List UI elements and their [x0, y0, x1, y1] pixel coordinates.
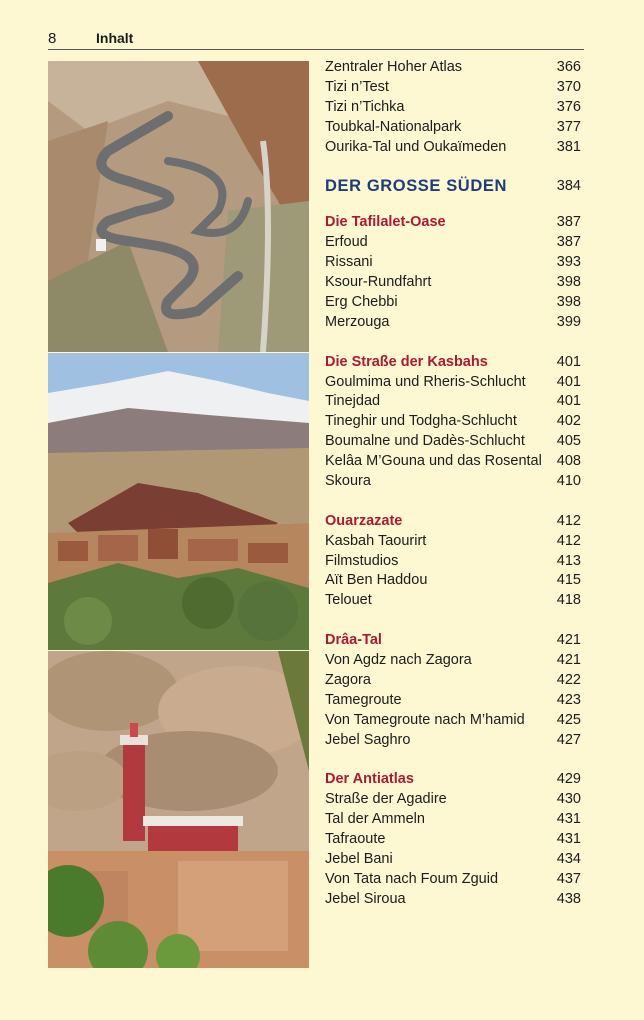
toc-entry-page: 430	[556, 791, 581, 808]
section-heading-page: 421	[556, 632, 581, 649]
toc-entry-label: Toubkal-Nationalpark	[325, 118, 462, 135]
toc-entry[interactable]	[325, 253, 583, 273]
toc-entry[interactable]	[325, 373, 583, 393]
toc-entry[interactable]	[325, 58, 583, 78]
toc-entry-page: 399	[556, 313, 581, 330]
toc-group-ouarzazate	[325, 512, 583, 611]
toc-entry-page: 418	[556, 592, 581, 609]
toc-entry[interactable]	[325, 691, 583, 711]
toc-section-heading[interactable]	[325, 631, 583, 651]
section-heading-page: 412	[556, 512, 581, 529]
chapter-page: 384	[556, 178, 581, 195]
toc-entry-label: Kelâa M’Gouna und das Rosental	[325, 453, 542, 470]
toc-entry-label: Rissani	[325, 254, 373, 271]
toc-entry-page: 376	[556, 98, 581, 115]
toc-entry[interactable]	[325, 651, 583, 671]
toc-entry[interactable]	[325, 98, 583, 118]
toc-entry-page: 422	[556, 671, 581, 688]
toc-group-kasbahs	[325, 353, 583, 492]
toc-entry-page: 410	[556, 473, 581, 490]
page-header	[48, 30, 584, 50]
toc-entry[interactable]	[325, 731, 583, 751]
section-heading-page: 401	[556, 353, 581, 370]
toc-entry[interactable]	[325, 118, 583, 138]
toc-entry-label: Tafraoute	[325, 831, 386, 848]
toc-entry-label: Von Tata nach Foum Zguid	[325, 870, 499, 887]
toc-entry-label: Filmstudios	[325, 552, 399, 569]
toc-entry-page: 366	[556, 59, 581, 75]
toc-entry-page: 401	[556, 373, 581, 390]
toc-entry[interactable]	[325, 790, 583, 810]
toc-entry-label: Merzouga	[325, 313, 390, 330]
toc-entry[interactable]	[325, 850, 583, 870]
photo-column	[48, 61, 309, 968]
toc-group-draa	[325, 631, 583, 750]
toc-entry-page: 398	[556, 294, 581, 311]
toc-entry-label: Tizi n’Tichka	[325, 98, 405, 115]
toc-entry-page: 438	[556, 890, 581, 907]
toc-entry-label: Ksour-Rundfahrt	[325, 274, 432, 291]
spacer	[325, 492, 583, 512]
toc-entry-page: 393	[556, 254, 581, 271]
section-heading-page: 387	[556, 214, 581, 231]
toc-entry-label: Tamegroute	[325, 691, 402, 708]
toc-entry[interactable]	[325, 591, 583, 611]
toc-group-tafilalet	[325, 213, 583, 332]
toc-entry-label: Tizi n’Test	[325, 78, 389, 95]
spacer	[325, 333, 583, 353]
toc-entry-page: 405	[556, 433, 581, 450]
toc-entry-label: Zentraler Hoher Atlas	[325, 59, 463, 75]
toc-section-heading[interactable]	[325, 512, 583, 532]
toc-entry[interactable]	[325, 472, 583, 492]
spacer	[325, 611, 583, 631]
toc-entry-label: Boumalne und Dadès-Schlucht	[325, 433, 525, 450]
toc-section-heading[interactable]	[325, 213, 583, 233]
section-heading-label: Die Straße der Kasbahs	[325, 353, 488, 370]
toc-entry-label: Telouet	[325, 592, 372, 609]
toc-entry-page: 412	[556, 532, 581, 549]
toc-entry-page: 370	[556, 78, 581, 95]
toc-entry[interactable]	[325, 412, 583, 432]
toc-entry[interactable]	[325, 432, 583, 452]
toc-entry-page: 413	[556, 552, 581, 569]
section-title: Inhalt	[96, 30, 134, 46]
toc-section-heading[interactable]	[325, 770, 583, 790]
toc-entry[interactable]	[325, 313, 583, 333]
toc-group-antiatlas	[325, 770, 583, 909]
section-heading-page: 429	[556, 771, 581, 788]
toc-entry-label: Von Tamegroute nach M’hamid	[325, 711, 525, 728]
page-number: 8	[48, 30, 57, 47]
toc-entry-label: Jebel Saghro	[325, 731, 411, 748]
toc-entry-page: 381	[556, 138, 581, 155]
toc-entry[interactable]	[325, 552, 583, 572]
toc-entry-label: Erfoud	[325, 234, 368, 251]
toc-entry-page: 387	[556, 234, 581, 251]
section-heading-label: Drâa-Tal	[325, 632, 382, 649]
toc-entry-page: 434	[556, 850, 581, 867]
toc-entry-page: 437	[556, 870, 581, 887]
toc-entry[interactable]	[325, 810, 583, 830]
photo-serpentine-road	[48, 61, 309, 352]
toc-entry-label: Tal der Ammeln	[325, 811, 425, 828]
toc-entry-label: Jebel Bani	[325, 850, 393, 867]
toc-entry-page: 421	[556, 652, 581, 669]
toc-entry[interactable]	[325, 890, 583, 910]
photo-kasbah-village	[48, 353, 309, 650]
toc-entry-label: Tinejdad	[325, 393, 381, 410]
toc-entry[interactable]	[325, 293, 583, 313]
toc-entry-page: 408	[556, 453, 581, 470]
toc-entry[interactable]	[325, 870, 583, 890]
toc-entry[interactable]	[325, 571, 583, 591]
toc-entry[interactable]	[325, 138, 583, 158]
toc-entry-page: 431	[556, 811, 581, 828]
chapter-title: DER GROSSE SÜDEN	[325, 177, 507, 196]
toc-entry[interactable]	[325, 273, 583, 293]
section-heading-label: Die Tafilalet-Oase	[325, 214, 446, 231]
toc-entry[interactable]	[325, 711, 583, 731]
toc-entry-page: 425	[556, 711, 581, 728]
toc-section-heading[interactable]	[325, 353, 583, 373]
toc-entry-label: Zagora	[325, 671, 371, 688]
toc-entry-page: 402	[556, 413, 581, 430]
toc-chapter-heading[interactable]	[325, 173, 583, 199]
toc-entry-label: Kasbah Taourirt	[325, 532, 427, 549]
toc-entry[interactable]	[325, 78, 583, 98]
table-of-contents	[325, 58, 583, 910]
toc-entry[interactable]	[325, 233, 583, 253]
photo-minaret-valley	[48, 651, 309, 968]
spacer	[325, 751, 583, 771]
toc-entry[interactable]	[325, 830, 583, 850]
toc-group-hoher-atlas	[325, 58, 583, 157]
toc-entry-label: Erg Chebbi	[325, 294, 398, 311]
toc-entry[interactable]	[325, 532, 583, 552]
toc-entry-page: 415	[556, 572, 581, 589]
toc-entry-label: Ourika-Tal und Oukaïmeden	[325, 138, 507, 155]
toc-entry-page: 427	[556, 731, 581, 748]
toc-entry-page: 398	[556, 274, 581, 291]
toc-entry-label: Von Agdz nach Zagora	[325, 652, 472, 669]
toc-entry-page: 401	[556, 393, 581, 410]
toc-entry-page: 431	[556, 831, 581, 848]
toc-entry-label: Skoura	[325, 473, 371, 490]
toc-entry-label: Tineghir und Todgha-Schlucht	[325, 413, 517, 430]
section-heading-label: Ouarzazate	[325, 512, 403, 529]
toc-entry-page: 423	[556, 691, 581, 708]
toc-entry[interactable]	[325, 671, 583, 691]
header-rule	[48, 49, 584, 50]
toc-entry[interactable]	[325, 452, 583, 472]
toc-entry-label: Goulmima und Rheris-Schlucht	[325, 373, 526, 390]
toc-entry-label: Straße der Agadire	[325, 791, 447, 808]
toc-entry-label: Jebel Siroua	[325, 890, 406, 907]
toc-entry[interactable]	[325, 392, 583, 412]
toc-entry-label: Aït Ben Haddou	[325, 572, 428, 589]
section-heading-label: Der Antiatlas	[325, 771, 414, 788]
toc-entry-page: 377	[556, 118, 581, 135]
